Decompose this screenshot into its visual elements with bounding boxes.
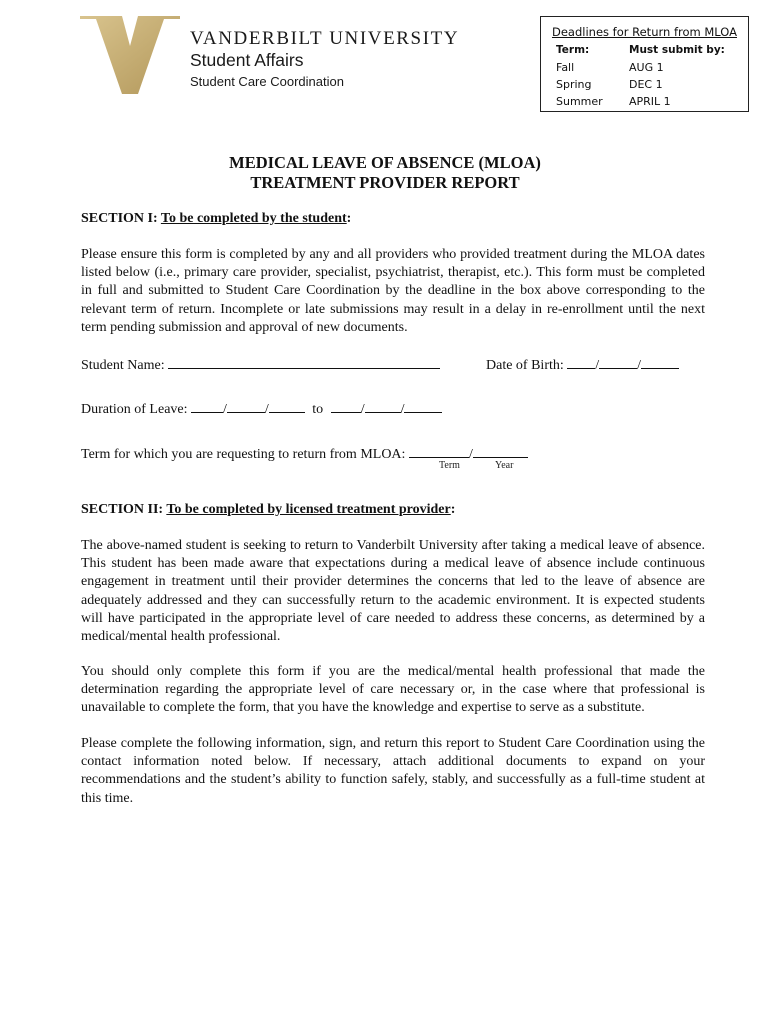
deadline-box [540,16,749,112]
leave-start-day-field[interactable] [227,399,265,413]
form-title-line1: MEDICAL LEAVE OF ABSENCE (MLOA) [229,153,541,172]
section2-title: To be completed by licensed treatment provider [166,502,451,517]
deadline-date: APRIL 1 [629,95,671,108]
section2-paragraph-1: The above-named student is seeking to return to Vanderbilt University after taking a medical leave of absence. This student has been made aware that expectations during a medical leave of absence include continuous engagement in treatment until their provider determines the concerns that led to the leave of absence are adequately addressed and they can successfully return to the academic environment. It is expected students will have participated in the appropriate level of care needed to address these concerns, as determined by a medical/mental health professional. [81,538,705,645]
student-name-row [81,355,440,374]
return-year-field[interactable] [473,444,528,458]
deadline-row [556,78,741,95]
student-name-field[interactable] [168,355,440,369]
deadline-title: Deadlines for Return from MLOA [551,25,738,39]
date-slash: / [264,402,269,417]
deadline-col-term: Term: [556,44,590,56]
duration-row [81,399,442,418]
return-term-row [81,444,528,463]
deadline-row [556,95,741,112]
vanderbilt-v-logo-icon [80,16,180,94]
dob-year-field[interactable] [641,355,679,369]
date-slash: / [360,402,365,417]
form-title-line2: TREATMENT PROVIDER REPORT [250,173,520,192]
student-name-label: Student Name: [81,358,165,373]
deadline-term: Fall [556,61,575,74]
section1-title: To be completed by the student [160,211,347,226]
deadline-date: DEC 1 [629,78,663,91]
section2-heading [81,502,455,518]
to-label: to [312,402,324,417]
section2-colon: : [450,502,456,517]
section1-intro: Please ensure this form is completed by any and all providers who provided treatment during the MLOA dates listed below (i.e., primary care provider, specialist, psychiatrist, therapist, etc.). This form must be completed in full and submitted to Student Care Coordination by the deadline in the box above corresponding to the relevant term of return. Incomplete or late submissions may result in a delay in re-enrollment until the next term pending submission and approval of new documents. [81,247,705,335]
department-name: Student Affairs [190,50,304,70]
section2-label: SECTION II: [81,502,164,517]
duration-label: Duration of Leave: [81,402,188,417]
dob-row [486,355,679,374]
return-term-field[interactable] [409,444,469,458]
dob-label: Date of Birth: [486,358,564,373]
leave-end-day-field[interactable] [365,399,401,413]
section2-paragraph-2: You should only complete this form if you are the medical/mental health professional that made the determination regarding the appropriate level of care necessary or, in the case where that professional is unavailable to complete the form, that you have the knowledge and expertise to serve as a substitute. [81,664,705,716]
year-sublabel: Year [495,460,514,471]
office-name: Student Care Coordination [190,74,344,89]
date-slash: / [595,358,600,373]
dob-month-field[interactable] [567,355,595,369]
date-slash: / [637,358,642,373]
dob-day-field[interactable] [599,355,637,369]
brand-block [190,28,459,90]
deadline-col-submit: Must submit by: [629,44,725,56]
leave-end-year-field[interactable] [404,399,442,413]
leave-end-month-field[interactable] [331,399,361,413]
leave-start-year-field[interactable] [269,399,305,413]
section1-colon: : [346,211,352,226]
section1-heading [81,211,351,227]
deadline-row [556,61,741,78]
deadline-term: Summer [556,95,603,108]
leave-start-month-field[interactable] [191,399,223,413]
deadline-date: AUG 1 [629,61,664,74]
term-sublabel: Term [439,460,460,471]
university-name: VANDERBILT UNIVERSITY [190,28,460,49]
return-term-label: Term for which you are requesting to return from MLOA: [81,447,406,462]
date-slash: / [400,402,405,417]
section2-paragraph-3: Please complete the following information, sign, and return this report to Student Care Coordination using the contact information noted below. If necessary, attach additional documents to expand on your recommendations and the student’s ability to function safely, stably, and successfully as a full-time student at this time. [81,736,705,806]
section1-label: SECTION I: [81,211,158,226]
deadline-term: Spring [556,78,592,91]
date-slash: / [468,447,473,462]
date-slash: / [223,402,227,417]
deadline-header-row [556,44,741,61]
